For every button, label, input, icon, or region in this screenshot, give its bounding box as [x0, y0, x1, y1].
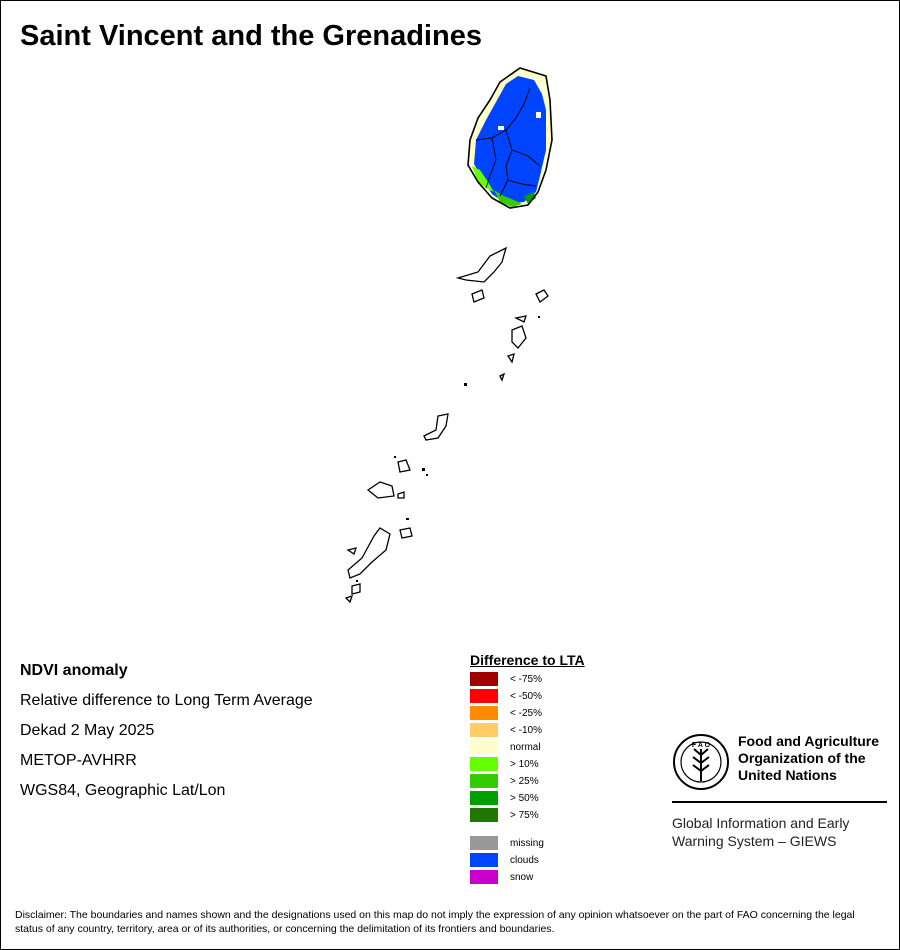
islet [400, 528, 412, 538]
legend [470, 652, 585, 883]
legend-label: < -50% [510, 690, 542, 702]
legend-label: missing [510, 837, 544, 849]
mayreau-island [368, 482, 394, 498]
legend-item [470, 791, 539, 805]
legend-label: < -25% [510, 707, 542, 719]
islet [516, 316, 526, 322]
legend-swatch [470, 672, 498, 686]
islet-dot [422, 468, 425, 471]
bequia-island [458, 248, 506, 282]
islet [346, 596, 352, 602]
legend-item [470, 853, 539, 867]
legend-item [470, 808, 539, 822]
grenadines-islands [346, 248, 548, 602]
legend-swatch [470, 791, 498, 805]
islet [500, 374, 504, 380]
legend-swatch [470, 757, 498, 771]
map-info-line: Dekad 2 May 2025 [20, 722, 155, 739]
islet [398, 492, 404, 498]
map-title: Saint Vincent and the Grenadines [20, 20, 482, 52]
islet-dot [538, 316, 540, 318]
fao-name-line: Food and Agriculture [738, 733, 880, 749]
giews-label [672, 814, 892, 850]
fao-logo-block [672, 733, 880, 849]
legend-item [470, 836, 544, 850]
legend-item [470, 740, 541, 754]
saint-vincent-missing-pixel [498, 126, 504, 130]
islet-dot [406, 518, 409, 520]
islet-dot [394, 456, 396, 458]
islet [536, 290, 548, 302]
legend-label: < -75% [510, 673, 542, 685]
disclaimer: Disclaimer: The boundaries and names shown and the designations used on this map do not imply the expression of any opinion whatsoever on the part of FAO concerning the legal status of any country, territory, area or of its authorities, or concerning the delimitation of its frontiers and boundaries. [15, 909, 855, 935]
giews-line: Warning System – GIEWS [672, 833, 837, 849]
fao-name [738, 733, 898, 784]
legend-item [470, 689, 542, 703]
islet-dot [464, 383, 467, 386]
mustique-island [512, 326, 526, 348]
saint-vincent-missing-pixel [536, 112, 541, 118]
map-info-line: WGS84, Geographic Lat/Lon [20, 782, 226, 799]
legend-label: > 25% [510, 775, 539, 787]
saint-vincent-island [468, 68, 552, 208]
map-info-line: Relative difference to Long Term Average [20, 692, 313, 709]
legend-label: clouds [510, 854, 539, 866]
map-info-heading: NDVI anomaly [20, 662, 128, 679]
legend-label: > 50% [510, 792, 539, 804]
legend-item [470, 757, 539, 771]
legend-swatch [470, 853, 498, 867]
svg-text:F A O: F A O [691, 742, 711, 749]
legend-item [470, 672, 542, 686]
legend-label: > 10% [510, 758, 539, 770]
legend-item [470, 723, 542, 737]
islet-dot [426, 474, 428, 476]
canouan-island [424, 414, 448, 440]
legend-label: normal [510, 741, 541, 753]
tiny-islets [356, 316, 540, 582]
islet [348, 548, 356, 554]
fao-divider [672, 801, 887, 803]
legend-swatch [470, 774, 498, 788]
fao-name-line: Organization of the [738, 750, 866, 766]
legend-swatch [470, 808, 498, 822]
islet-dot [356, 580, 358, 582]
legend-label: < -10% [510, 724, 542, 736]
legend-label: > 75% [510, 809, 539, 821]
islet [508, 354, 514, 362]
islet [352, 584, 360, 594]
legend-item [470, 870, 533, 884]
legend-label: snow [510, 871, 534, 883]
islet [472, 290, 484, 302]
legend-swatch [470, 723, 498, 737]
fao-name-line: United Nations [738, 767, 837, 783]
legend-swatch [470, 836, 498, 850]
map-info-line: METOP-AVHRR [20, 752, 137, 769]
map-info-block [20, 656, 313, 806]
islet [398, 460, 410, 472]
legend-title: Difference to LTA [470, 652, 585, 668]
legend-item [470, 774, 539, 788]
fao-emblem-icon [672, 733, 730, 791]
legend-swatch [470, 870, 498, 884]
legend-swatch [470, 706, 498, 720]
legend-swatch [470, 689, 498, 703]
legend-item [470, 706, 542, 720]
legend-swatch [470, 740, 498, 754]
giews-line: Global Information and Early [672, 815, 850, 831]
